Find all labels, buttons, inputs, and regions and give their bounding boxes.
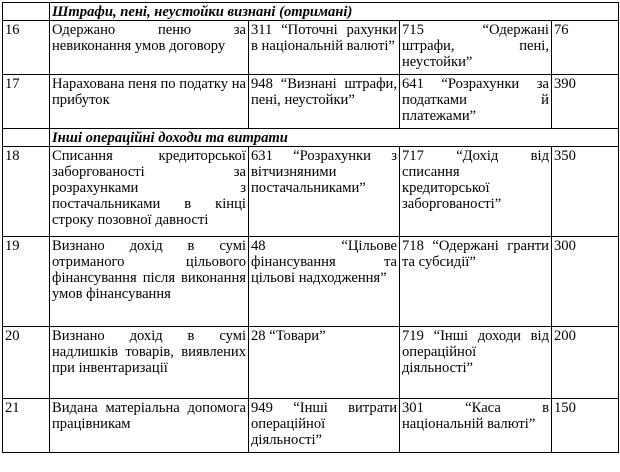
operation-cell: Видана матеріальна допомога працівникам: [50, 399, 249, 453]
operation-cell: Нарахована пеня по податку на прибуток: [50, 75, 249, 129]
row-number: 21: [3, 399, 50, 453]
table-row: [3, 75, 619, 129]
table-row: [3, 237, 619, 327]
section-title: Штрафи, пені, неустойки визнані (отримані): [50, 3, 619, 21]
section-spacer-cell: [3, 129, 50, 147]
amount-cell: 150: [552, 399, 619, 453]
operation-cell: Одержано пеню за невиконання умов договору: [50, 21, 249, 75]
debit-account-cell: 48 “Цільове фінансування та цільові надходження”: [249, 237, 400, 327]
debit-account-cell: 28 “Товари”: [249, 327, 400, 399]
amount-cell: 76: [552, 21, 619, 75]
debit-account-cell: 311 “Поточні рахунки в національній валюті”: [249, 21, 400, 75]
debit-account-cell: 631 “Розрахунки з вітчизняними постачальниками”: [249, 147, 400, 237]
row-number: 17: [3, 75, 50, 129]
row-number: 16: [3, 21, 50, 75]
credit-account-cell: 717 “Дохід від списання кредиторської заборгованості”: [400, 147, 552, 237]
table-row: [3, 399, 619, 453]
credit-account-cell: 301 “Каса в національній валюті”: [400, 399, 552, 453]
table-row: [3, 327, 619, 399]
table-row: [3, 147, 619, 237]
section-header-row: [3, 129, 619, 147]
operation-cell: Визнано дохід в сумі надлишків товарів, виявлених при інвентаризації: [50, 327, 249, 399]
debit-account-cell: 949 “Інші витрати операційної діяльності”: [249, 399, 400, 453]
operation-cell: Визнано дохід в сумі отриманого цільового фінансування після виконання умов фінансування: [50, 237, 249, 327]
row-number: 19: [3, 237, 50, 327]
row-number: 18: [3, 147, 50, 237]
amount-cell: 390: [552, 75, 619, 129]
amount-cell: 200: [552, 327, 619, 399]
row-number: 20: [3, 327, 50, 399]
table-row: [3, 21, 619, 75]
credit-account-cell: 719 “Інші доходи від операційної діяльності”: [400, 327, 552, 399]
debit-account-cell: 948 “Визнані штрафи, пені, неустойки”: [249, 75, 400, 129]
credit-account-cell: 641 “Розрахунки за податками й платежами”: [400, 75, 552, 129]
credit-account-cell: 715 “Одержані штрафи, пені, неустойки”: [400, 21, 552, 75]
section-header-row: [3, 3, 619, 21]
section-title: Інші операційні доходи та витрати: [50, 129, 619, 147]
credit-account-cell: 718 “Одержані гранти та субсидії”: [400, 237, 552, 327]
operation-cell: Списання кредиторської заборгованості за розрахунками з постачальниками в кінці строку позовної давності: [50, 147, 249, 237]
section-spacer-cell: [3, 3, 50, 21]
amount-cell: 300: [552, 237, 619, 327]
amount-cell: 350: [552, 147, 619, 237]
transactions-table: [2, 2, 619, 453]
